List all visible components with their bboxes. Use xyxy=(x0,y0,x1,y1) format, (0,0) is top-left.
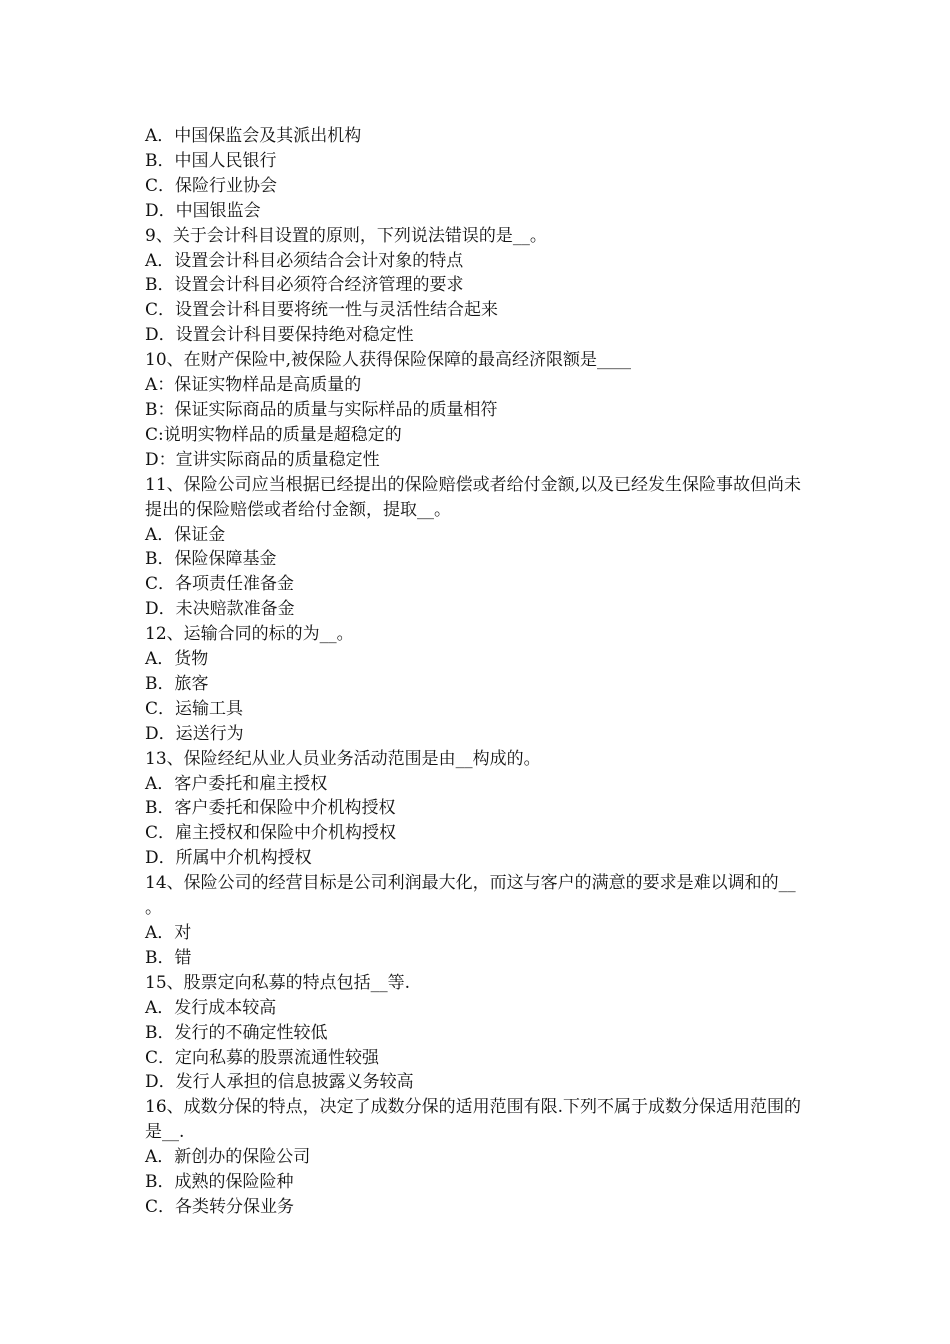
option-line: C．各类转分保业务 xyxy=(145,1196,295,1217)
question-line: 13、保险经纪从业人员业务活动范围是由__构成的。 xyxy=(145,748,541,769)
question-line: 15、股票定向私募的特点包括__等. xyxy=(145,972,411,993)
option-line: B．旅客 xyxy=(145,673,209,694)
option-line: D．中国银监会 xyxy=(145,200,261,221)
option-line: A．对 xyxy=(145,923,192,943)
question-line: 12、运输合同的标的为__。 xyxy=(145,624,354,645)
document-body xyxy=(145,124,815,1220)
option-line: A．发行成本较高 xyxy=(145,997,277,1018)
question-line: 16、成数分保的特点，决定了成数分保的适用范围有限.下列不属于成数分保适用范围的是__. xyxy=(145,1097,802,1143)
question-line: 14、保险公司的经营目标是公司利润最大化，而这与客户的满意的要求是难以调和的__ 。 xyxy=(145,873,802,919)
option-line: B：保证实际商品的质量与实际样品的质量相符 xyxy=(145,399,498,420)
option-line: A．客户委托和雇主授权 xyxy=(145,773,328,794)
question-line: 9、关于会计科目设置的原则，下列说法错误的是__。 xyxy=(145,225,547,246)
option-line: A：保证实物样品是高质量的 xyxy=(145,375,362,396)
option-line: B．发行的不确定性较低 xyxy=(145,1022,328,1043)
option-line: B．保险保障基金 xyxy=(145,549,277,570)
option-line: C:说明实物样品的质量是超稳定的 xyxy=(145,424,402,445)
option-line: D．所属中介机构授权 xyxy=(145,848,312,869)
option-line: C．运输工具 xyxy=(145,698,244,719)
question-line: 11、保险公司应当根据已经提出的保险赔偿或者给付金额,以及已经发生保险事故但尚未提出的保险赔偿或者给付金额，提取__。 xyxy=(145,474,802,520)
question-line: 10、在财产保险中,被保险人获得保险保障的最高经济限额是____ xyxy=(145,350,632,371)
option-line: A．新创办的保险公司 xyxy=(145,1147,311,1168)
option-line: D．运送行为 xyxy=(145,723,244,744)
option-line: D：宣讲实际商品的质量稳定性 xyxy=(145,449,380,470)
option-line: D．未决赔款准备金 xyxy=(145,599,295,620)
option-line: A．设置会计科目必须结合会计对象的特点 xyxy=(145,250,464,271)
option-line: B．设置会计科目必须符合经济管理的要求 xyxy=(145,275,464,296)
option-line: C．保险行业协会 xyxy=(145,175,278,196)
option-line: D．设置会计科目要保持绝对稳定性 xyxy=(145,325,414,346)
option-line: A．货物 xyxy=(145,649,209,670)
option-line: B．中国人民银行 xyxy=(145,150,277,171)
option-line: C．雇主授权和保险中介机构授权 xyxy=(145,823,397,844)
option-line: B．错 xyxy=(145,947,192,968)
option-line: C．各项责任准备金 xyxy=(145,574,295,595)
option-line: B．成熟的保险险种 xyxy=(145,1172,294,1193)
option-line: A．中国保监会及其派出机构 xyxy=(145,126,362,146)
option-line: C．设置会计科目要将统一性与灵活性结合起来 xyxy=(145,300,499,321)
option-line: A．保证金 xyxy=(145,524,226,545)
option-line: B．客户委托和保险中介机构授权 xyxy=(145,798,396,819)
option-line: C．定向私募的股票流通性较强 xyxy=(145,1047,380,1068)
option-line: D．发行人承担的信息披露义务较高 xyxy=(145,1072,414,1093)
